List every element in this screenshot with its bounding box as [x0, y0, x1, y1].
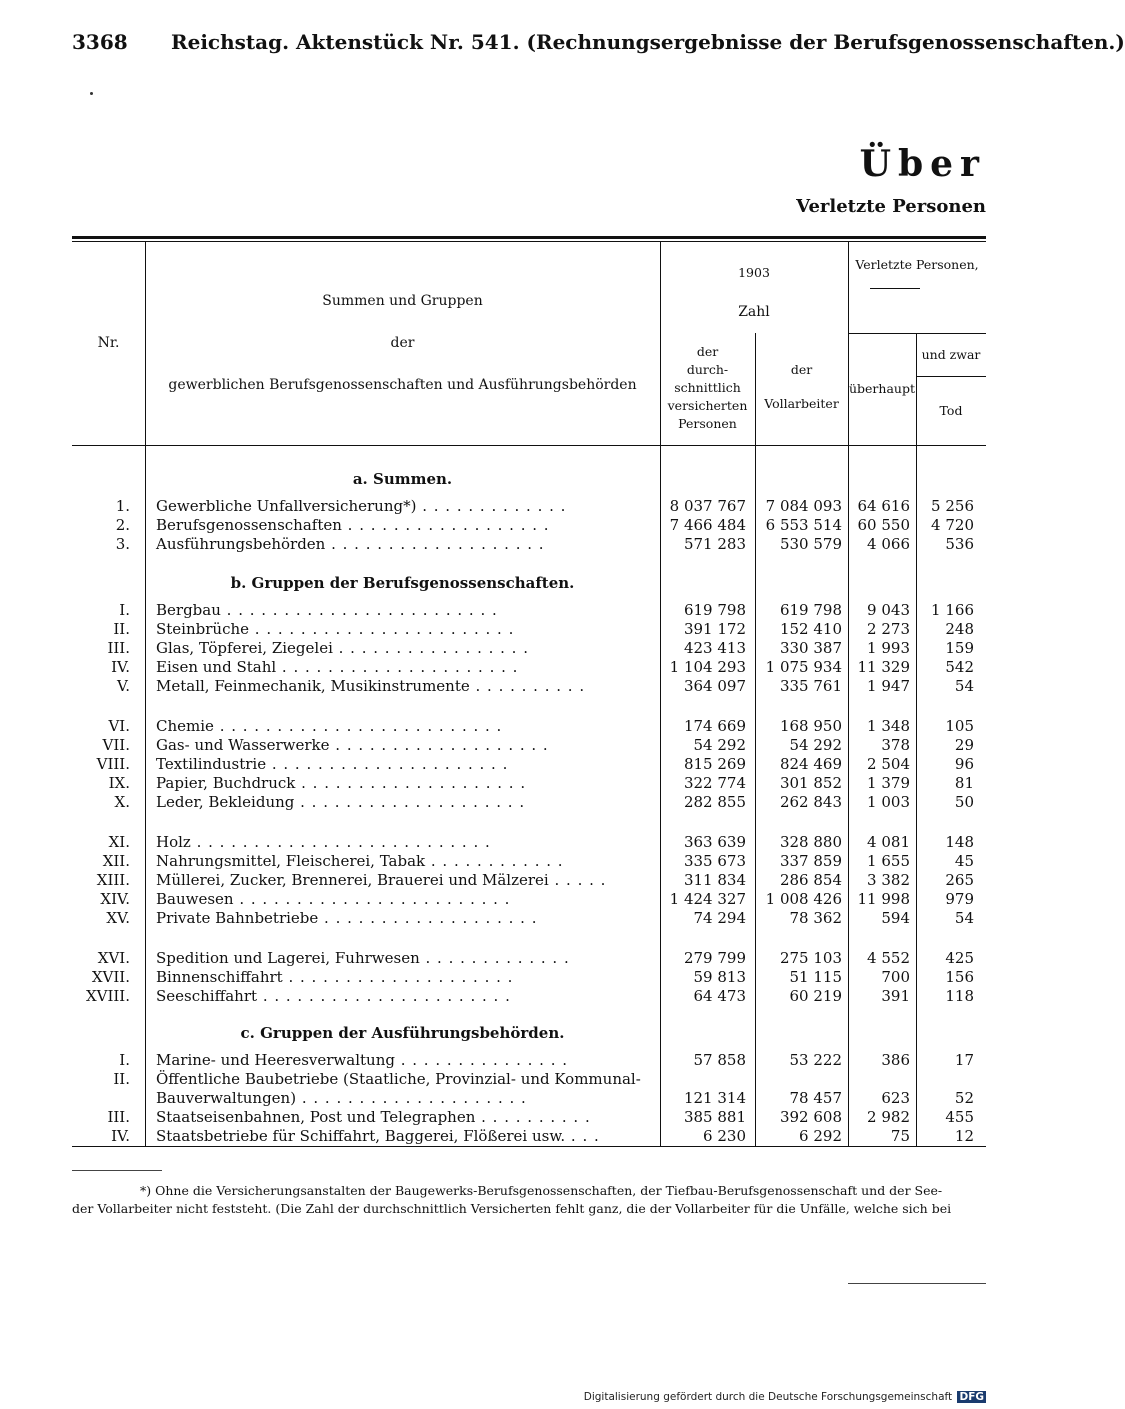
section-heading: b. Gruppen der Berufsgenossenschaften. — [230, 574, 575, 592]
section-heading: c. Gruppen der Ausführungsbehörden. — [240, 1024, 565, 1042]
section-heading: a. Summen. — [352, 470, 453, 488]
row-label — [156, 620, 656, 639]
row-label — [156, 1070, 656, 1089]
running-title: Reichstag. Aktenstück Nr. 541. (Rechnungsergebnisse der Berufsgenossenschaften.) — [170, 30, 1125, 54]
injured-total: 1 348 — [867, 717, 910, 735]
fulltime-workers: 152 410 — [779, 620, 842, 638]
row-label — [156, 736, 656, 755]
table-row — [72, 1070, 986, 1089]
credit-text: Digitalisierung gefördert durch die Deutsche Forschungsgemeinschaft — [583, 1391, 953, 1403]
death-count: 54 — [954, 677, 974, 695]
print-speck — [90, 92, 93, 95]
table-row — [72, 1127, 986, 1146]
injured-total: 3 382 — [867, 871, 910, 889]
row-label — [156, 1108, 656, 1127]
dot-leader: . . . . . . . . . . . . . . . . . — [332, 639, 529, 657]
table-row — [72, 774, 986, 793]
table-row — [72, 968, 986, 987]
injured-total: 4 081 — [867, 833, 910, 851]
fulltime-workers: 53 222 — [789, 1051, 842, 1069]
row-number: XVII. — [91, 968, 130, 986]
row-number: XIII. — [96, 871, 130, 889]
insured-persons: 815 269 — [683, 755, 746, 773]
row-number: IX. — [108, 774, 130, 792]
injured-total: 700 — [881, 968, 910, 986]
table-row — [72, 736, 986, 755]
header-rule — [916, 376, 986, 377]
death-count: 5 256 — [931, 497, 974, 515]
row-label — [156, 871, 656, 890]
injured-total: 2 504 — [867, 755, 910, 773]
insured-persons: 364 097 — [683, 677, 746, 695]
table-row — [72, 755, 986, 774]
row-label-text: Berufsgenossenschaften — [156, 516, 342, 534]
dot-leader: . . . . . . . . . . . . . . . . . . . . — [282, 968, 514, 986]
dot-leader: . . . . . . . . . . . . . . . . . . . . . . . — [249, 620, 515, 638]
row-label-text: Müllerei, Zucker, Brennerei, Brauerei und Mälzerei — [156, 871, 549, 889]
row-label — [156, 535, 656, 554]
fulltime-workers: 6 292 — [799, 1127, 842, 1145]
row-number: XIV. — [100, 890, 130, 908]
insured-persons: 282 855 — [683, 793, 746, 811]
table-row — [72, 639, 986, 658]
table-row — [72, 1051, 986, 1070]
table-row — [72, 717, 986, 736]
death-count: 148 — [945, 833, 974, 851]
row-label-text: Seeschiffahrt — [156, 987, 258, 1005]
table-row — [72, 658, 986, 677]
table-row — [72, 535, 986, 554]
dot-leader: . . . . . . . . . . . . . . . . . . . — [318, 909, 538, 927]
insured-persons: 174 669 — [683, 717, 746, 735]
fulltime-workers: 6 553 514 — [765, 516, 842, 534]
col-header-groups-2: der — [390, 335, 415, 351]
row-number: XV. — [106, 909, 130, 927]
injured-total: 1 003 — [867, 793, 910, 811]
death-count: 979 — [945, 890, 974, 908]
row-number: VIII. — [96, 755, 130, 773]
table-row — [72, 987, 986, 1006]
death-count: 81 — [954, 774, 974, 792]
injured-total: 4 552 — [867, 949, 910, 967]
row-label-text: Öffentliche Baubetriebe (Staatliche, Provinzial- und Kommunal- — [156, 1070, 641, 1088]
row-label — [156, 717, 656, 736]
table-row — [72, 601, 986, 620]
row-label-text: Papier, Buchdruck — [156, 774, 296, 792]
death-count: 542 — [945, 658, 974, 676]
row-label-text: Eisen und Stahl — [156, 658, 277, 676]
row-label-text: Gewerbliche Unfallversicherung*) — [156, 497, 417, 515]
row-label-text: Gas- und Wasserwerke — [156, 736, 330, 754]
table-row — [72, 1089, 986, 1108]
insured-persons: 64 473 — [693, 987, 746, 1005]
table-row — [72, 1108, 986, 1127]
dot-leader: . . . . . . . . . . . . . . . — [394, 1051, 569, 1069]
dot-leader: . . . . . . . . . . . . . . . . . . . . . . . . . — [213, 717, 503, 735]
row-label-text: Spedition und Lagerei, Fuhrwesen — [156, 949, 420, 967]
col-header-insured: der durch- schnittlich versicherten Personen — [667, 344, 748, 431]
table-row — [72, 833, 986, 852]
dot-leader: . . . . . . . . . . . . . . . . . . . . . . . . — [220, 601, 498, 619]
insured-persons: 57 858 — [693, 1051, 746, 1069]
row-label-text: Glas, Töpferei, Ziegelei — [156, 639, 333, 657]
row-number: 3. — [115, 535, 130, 553]
fulltime-workers: 530 579 — [779, 535, 842, 553]
row-number: 2. — [115, 516, 130, 534]
dot-leader: . . . . . — [548, 871, 607, 889]
fulltime-workers: 337 859 — [779, 852, 842, 870]
row-label — [156, 890, 656, 909]
insured-persons: 423 413 — [683, 639, 746, 657]
fulltime-workers: 168 950 — [779, 717, 842, 735]
row-label-text: Leder, Bekleidung — [156, 793, 295, 811]
row-number: IV. — [111, 658, 130, 676]
row-number: I. — [119, 1051, 130, 1069]
death-count: 54 — [954, 909, 974, 927]
row-number: XVI. — [97, 949, 130, 967]
dot-leader: . . . . . . . . . . — [469, 677, 586, 695]
insured-persons: 54 292 — [693, 736, 746, 754]
row-label — [156, 852, 656, 871]
dot-leader: . . . . . . . . . . — [475, 1108, 591, 1126]
row-label-text: Marine- und Heeresverwaltung — [156, 1051, 395, 1069]
table-title: Über — [859, 143, 986, 185]
row-label-text: Holz — [156, 833, 191, 851]
dot-leader: . . . . . . . . . . . . . . . . . . . . . . — [257, 987, 511, 1005]
col-header-total: überhaupt — [848, 381, 915, 396]
injured-total: 64 616 — [857, 497, 910, 515]
death-count: 45 — [954, 852, 974, 870]
page-number: 3368 — [72, 30, 128, 54]
row-label — [156, 1051, 656, 1070]
insured-persons: 335 673 — [683, 852, 746, 870]
fulltime-workers: 328 880 — [779, 833, 842, 851]
table-row — [72, 620, 986, 639]
insured-persons: 385 881 — [683, 1108, 746, 1126]
dot-leader: . . . . . . . . . . . . . . . . . . . . . — [266, 755, 509, 773]
insured-persons: 74 294 — [693, 909, 746, 927]
row-label — [156, 658, 656, 677]
fulltime-workers: 330 387 — [779, 639, 842, 657]
fulltime-workers: 392 608 — [779, 1108, 842, 1126]
insured-persons: 121 314 — [683, 1089, 746, 1107]
insured-persons: 391 172 — [683, 620, 746, 638]
row-label-text: Bergbau — [156, 601, 221, 619]
row-label — [156, 516, 656, 535]
injured-total: 9 043 — [867, 601, 910, 619]
injured-total: 1 655 — [867, 852, 910, 870]
col-header-nr: Nr. — [97, 335, 120, 351]
dfg-logo-icon: DFG — [959, 1391, 984, 1403]
digitization-credit — [584, 1391, 986, 1403]
row-number: III. — [107, 1108, 130, 1126]
row-number: V. — [117, 677, 130, 695]
insured-persons: 311 834 — [683, 871, 746, 889]
row-label-text: Nahrungsmittel, Fleischerei, Tabak — [156, 852, 426, 870]
injured-total: 1 379 — [867, 774, 910, 792]
row-number: III. — [107, 639, 130, 657]
row-label-text: Private Bahnbetriebe — [156, 909, 319, 927]
col-header-zahl: Zahl — [738, 304, 770, 320]
table-top-rule — [72, 236, 986, 239]
row-label — [156, 968, 656, 987]
death-count: 248 — [945, 620, 974, 638]
page-header — [72, 30, 1125, 54]
col-header-death: Tod — [939, 403, 963, 418]
row-number: X. — [114, 793, 130, 811]
dot-leader: . . . . . . . . . . . . . . . . . . . . — [295, 774, 527, 792]
table-row — [72, 497, 986, 516]
death-count: 12 — [954, 1127, 974, 1145]
row-label-text: Steinbrüche — [156, 620, 250, 638]
dot-leader: . . . . . . . . . . . . . . . . . . . — [325, 535, 545, 553]
injured-total: 391 — [881, 987, 910, 1005]
injured-total: 60 550 — [857, 516, 910, 534]
insured-persons: 7 466 484 — [669, 516, 746, 534]
insured-persons: 59 813 — [693, 968, 746, 986]
dot-leader: . . . . . . . . . . . . . — [416, 497, 567, 515]
col-header-groups-3: gewerblichen Berufsgenossenschaften und Ausführungsbehörden — [168, 377, 637, 393]
footnote-line: *) Ohne die Versicherungsanstalten der Baugewerks-Berufsgenossenschaften, der Tiefbau-Berufsgenossenschaft und der See- — [140, 1183, 943, 1198]
death-count: 159 — [945, 639, 974, 657]
dot-leader: . . . . . . . . . . . . . . . . . . . . — [294, 793, 526, 811]
death-count: 156 — [945, 968, 974, 986]
col-header-namely: und zwar — [921, 347, 981, 362]
row-label-text: Bauwesen — [156, 890, 234, 908]
header-rule — [870, 288, 920, 289]
fulltime-workers: 262 843 — [779, 793, 842, 811]
row-label-text: Chemie — [156, 717, 214, 735]
row-label — [156, 909, 656, 928]
table-row — [72, 949, 986, 968]
table-row — [72, 793, 986, 812]
table-row — [72, 516, 986, 535]
death-count: 425 — [945, 949, 974, 967]
dot-leader: . . . — [565, 1127, 600, 1145]
insured-persons: 8 037 767 — [669, 497, 746, 515]
dot-leader: . . . . . . . . . . . . . . . . . . . . . . . . — [233, 890, 511, 908]
injured-total: 2 273 — [867, 620, 910, 638]
death-count: 118 — [945, 987, 974, 1005]
dot-leader: . . . . . . . . . . . . — [425, 852, 564, 870]
row-number: I. — [119, 601, 130, 619]
fulltime-workers: 301 852 — [779, 774, 842, 792]
table-row — [72, 890, 986, 909]
injured-total: 623 — [881, 1089, 910, 1107]
table-row — [72, 909, 986, 928]
row-label — [156, 755, 656, 774]
row-label — [156, 1127, 656, 1146]
row-number: XI. — [108, 833, 130, 851]
insured-persons: 322 774 — [683, 774, 746, 792]
fulltime-workers: 78 457 — [789, 1089, 842, 1107]
fulltime-workers: 1 008 426 — [765, 890, 842, 908]
row-label — [156, 774, 656, 793]
fulltime-workers: 60 219 — [789, 987, 842, 1005]
insured-persons: 1 424 327 — [669, 890, 746, 908]
fulltime-workers: 286 854 — [779, 871, 842, 889]
col-header-fulltime: der Vollarbeiter — [764, 362, 839, 411]
row-label — [156, 639, 656, 658]
insured-persons: 279 799 — [683, 949, 746, 967]
dot-leader: . . . . . . . . . . . . . . . . . . . — [329, 736, 549, 754]
death-count: 17 — [954, 1051, 974, 1069]
death-count: 536 — [945, 535, 974, 553]
row-label-text: Bauverwaltungen) — [156, 1089, 297, 1107]
row-number: 1. — [115, 497, 130, 515]
death-count: 105 — [945, 717, 974, 735]
injured-total: 594 — [881, 909, 910, 927]
dot-leader: . . . . . . . . . . . . . . . . . . . . . — [276, 658, 519, 676]
row-label-text: Staatsbetriebe für Schiffahrt, Baggerei, Flößerei usw. — [156, 1127, 566, 1145]
fulltime-workers: 7 084 093 — [765, 497, 842, 515]
death-count: 4 720 — [931, 516, 974, 534]
row-number: XII. — [102, 852, 130, 870]
table-bottom-rule — [72, 1146, 986, 1147]
row-number: IV. — [111, 1127, 130, 1145]
row-label — [156, 793, 656, 812]
fulltime-workers: 824 469 — [779, 755, 842, 773]
table-subtitle: Verletzte Personen — [796, 196, 986, 217]
table-row — [72, 677, 986, 696]
table-row — [72, 852, 986, 871]
fulltime-workers: 335 761 — [779, 677, 842, 695]
fulltime-workers: 619 798 — [779, 601, 842, 619]
row-label — [156, 833, 656, 852]
row-label — [156, 497, 656, 516]
injured-total: 1 947 — [867, 677, 910, 695]
injured-total: 11 329 — [857, 658, 910, 676]
row-label — [156, 949, 656, 968]
row-label — [156, 677, 656, 696]
death-count: 29 — [954, 736, 974, 754]
death-count: 52 — [954, 1089, 974, 1107]
row-number: XVIII. — [85, 987, 130, 1005]
row-number: II. — [113, 620, 130, 638]
row-number: VI. — [108, 717, 130, 735]
dot-leader: . . . . . . . . . . . . . . . . . . . . . . . . . . — [190, 833, 491, 851]
col-header-groups-1: Summen und Gruppen — [322, 293, 483, 309]
death-count: 1 166 — [931, 601, 974, 619]
footnote-rule — [72, 1170, 162, 1171]
col-header-year: 1903 — [738, 265, 770, 280]
death-count: 50 — [954, 793, 974, 811]
insured-persons: 619 798 — [683, 601, 746, 619]
row-number: VII. — [102, 736, 130, 754]
dot-leader: . . . . . . . . . . . . . . . . . . — [341, 516, 550, 534]
dot-leader: . . . . . . . . . . . . . — [419, 949, 570, 967]
fulltime-workers: 78 362 — [789, 909, 842, 927]
fulltime-workers: 275 103 — [779, 949, 842, 967]
row-label-text: Textilindustrie — [156, 755, 267, 773]
injured-total: 75 — [890, 1127, 910, 1145]
footnote-line: der Vollarbeiter nicht feststeht. (Die Zahl der durchschnittlich Versicherten fehlt ganz, die der Vollarbeiter für die Unfälle, welche sich bei — [72, 1201, 952, 1216]
fulltime-workers: 1 075 934 — [765, 658, 842, 676]
insured-persons: 6 230 — [703, 1127, 746, 1145]
fulltime-workers: 51 115 — [789, 968, 842, 986]
footnote-rule — [848, 1283, 986, 1284]
death-count: 265 — [945, 871, 974, 889]
row-label-text: Ausführungsbehörden — [156, 535, 326, 553]
dot-leader: . . . . . . . . . . . . . . . . . . . . — [296, 1089, 527, 1107]
injured-total: 378 — [881, 736, 910, 754]
row-label-text: Binnenschiffahrt — [156, 968, 283, 986]
row-label-text: Metall, Feinmechanik, Musikinstrumente — [156, 677, 470, 695]
injured-total: 1 993 — [867, 639, 910, 657]
insured-persons: 571 283 — [683, 535, 746, 553]
header-rule — [848, 333, 986, 334]
insured-persons: 1 104 293 — [669, 658, 746, 676]
row-number: II. — [113, 1070, 130, 1088]
row-label — [156, 601, 656, 620]
table-row — [72, 871, 986, 890]
death-count: 455 — [945, 1108, 974, 1126]
row-label — [156, 987, 656, 1006]
fulltime-workers: 54 292 — [789, 736, 842, 754]
row-label-text: Staatseisenbahnen, Post und Telegraphen — [156, 1108, 476, 1126]
injured-total: 2 982 — [867, 1108, 910, 1126]
death-count: 96 — [954, 755, 974, 773]
col-header-injured: Verletzte Personen, — [855, 257, 979, 272]
injured-total: 11 998 — [857, 890, 910, 908]
injured-total: 386 — [881, 1051, 910, 1069]
injured-total: 4 066 — [867, 535, 910, 553]
row-label — [156, 1089, 656, 1108]
insured-persons: 363 639 — [683, 833, 746, 851]
